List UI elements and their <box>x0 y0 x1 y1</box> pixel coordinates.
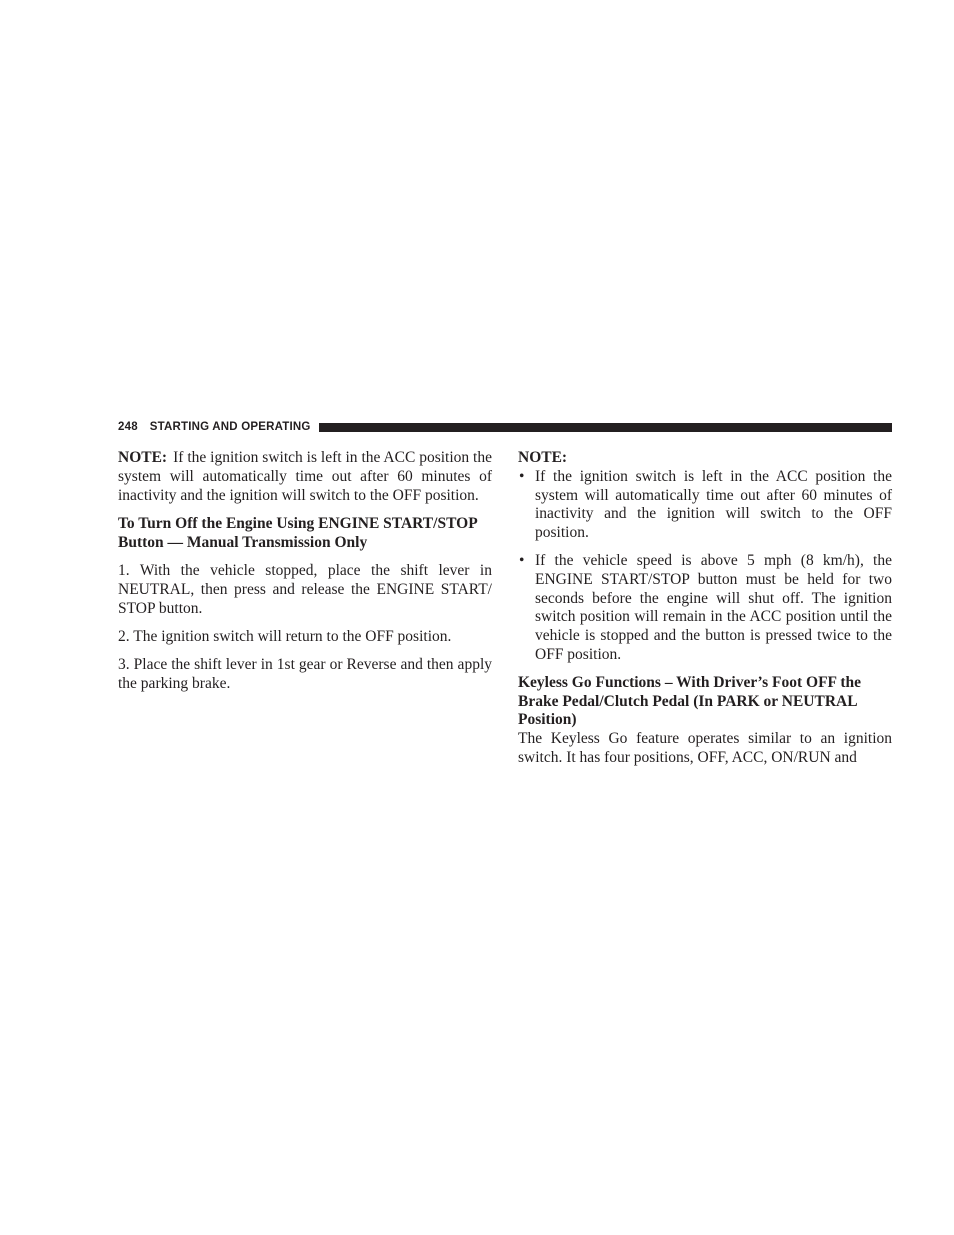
left-column <box>118 449 492 703</box>
keyless-go-paragraph: The Keyless Go feature operates similar to an ignition switch. It has four positions, OFF, ACC, ON/RUN and <box>518 730 892 766</box>
section-heading-manual-transmission: To Turn Off the Engine Using ENGINE START/STOP Button — Manual Transmission Only <box>118 514 477 551</box>
note-bullet-list <box>518 468 892 665</box>
header-rule <box>319 423 892 432</box>
section-heading-keyless-go: Keyless Go Functions – With Driver’s Foot OFF the Brake Pedal/Clutch Pedal (In PARK or NEUTRAL Position) <box>518 673 861 729</box>
note-label: NOTE: <box>518 449 568 466</box>
step-1: 1. With the vehicle stopped, place the shift lever in NEUTRAL, then press and release the ENGINE START/ STOP button. <box>118 561 492 617</box>
page-number: 248 <box>118 421 138 433</box>
list-item <box>518 468 892 543</box>
section-title: STARTING AND OPERATING <box>149 421 311 433</box>
bullet-text: If the vehicle speed is above 5 mph (8 km/h), the ENGINE START/STOP button must be held for two seconds before the engine will shut off. The ignition switch position will remain in the ACC position until the vehicle is stopped and the button is pressed twice to the OFF position. <box>535 551 892 663</box>
note-paragraph <box>118 449 492 505</box>
note-text: If the ignition switch is left in the ACC position the system will automatically time out after 60 minutes of inactivity and the ignition will switch to the OFF position. <box>118 449 492 504</box>
bullet-icon: • <box>519 467 525 485</box>
page-header <box>118 419 892 435</box>
right-column <box>518 449 892 777</box>
step-2: 2. The ignition switch will return to the OFF position. <box>118 627 452 645</box>
note-label: NOTE: <box>118 449 168 466</box>
list-item <box>518 552 892 665</box>
bullet-text: If the ignition switch is left in the ACC position the system will automatically time out after 60 minutes of inactivity and the ignition will switch to the OFF position. <box>535 467 892 542</box>
bullet-icon: • <box>519 551 525 569</box>
step-3: 3. Place the shift lever in 1st gear or Reverse and then apply the parking brake. <box>118 656 492 692</box>
